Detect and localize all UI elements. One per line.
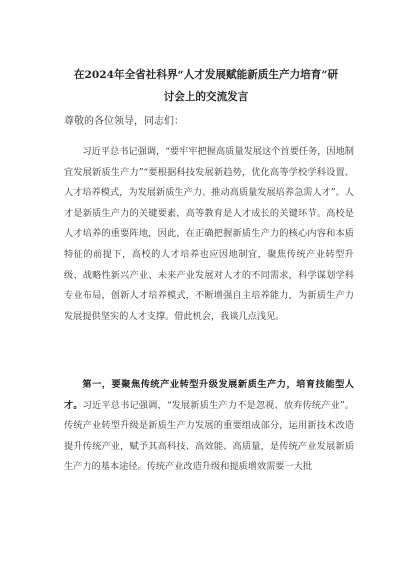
document-title-line-1: 在2024年全省社科界“人才发展赋能新质生产力培育”研 [73,69,339,81]
body-paragraph-1 [64,142,354,327]
document-title-line-2: 讨会上的交流发言 [163,91,249,103]
paragraph-2-lead: 第一，要聚焦传统产业转型升级发展新质生产力，培育技能型人才。 [64,379,354,411]
paragraph-2-text: 习近平总书记强调，“发展新质生产力不是忽视、放弃传统产业”。传统产业转型升级是新质生产力发展的重要组成部分，运用新技术改造提升传统产业，赋予其高科技、高效能、高质量，是传统产业发展新质生产力的基本途径。传统产业改造升级和提质增效需要一大批 [64,399,354,473]
salutation: 尊敬的各位领导，同志们： [64,116,184,127]
body-paragraph-2 [64,375,354,478]
paragraph-1-text: 习近平总书记强调，“要牢牢把握高质量发展这个首要任务，因地制宜发展新质生产力”“要根据科技发展新趋势，优化高等学校学科设置、人才培养模式，为发展新质生产力、推动高质量发展培养急需人才”。人才是新质生产力的关键要素，高等教育是人才成长的关键环节。高校是人才培养的重要阵地，因此，在正确把握新质生产力的核心内容和本质特征的前提下，高校的人才培养也应因地制宜，聚焦传统产业转型升级、战略性新兴产业、未来产业发展对人才的不同需求，科学谋划学科专业布局，创新人才培养模式，不断增强自主培养能力，为新质生产力发展提供坚实的人才支撑。借此机会，我谈几点浅见。 [64,146,354,322]
